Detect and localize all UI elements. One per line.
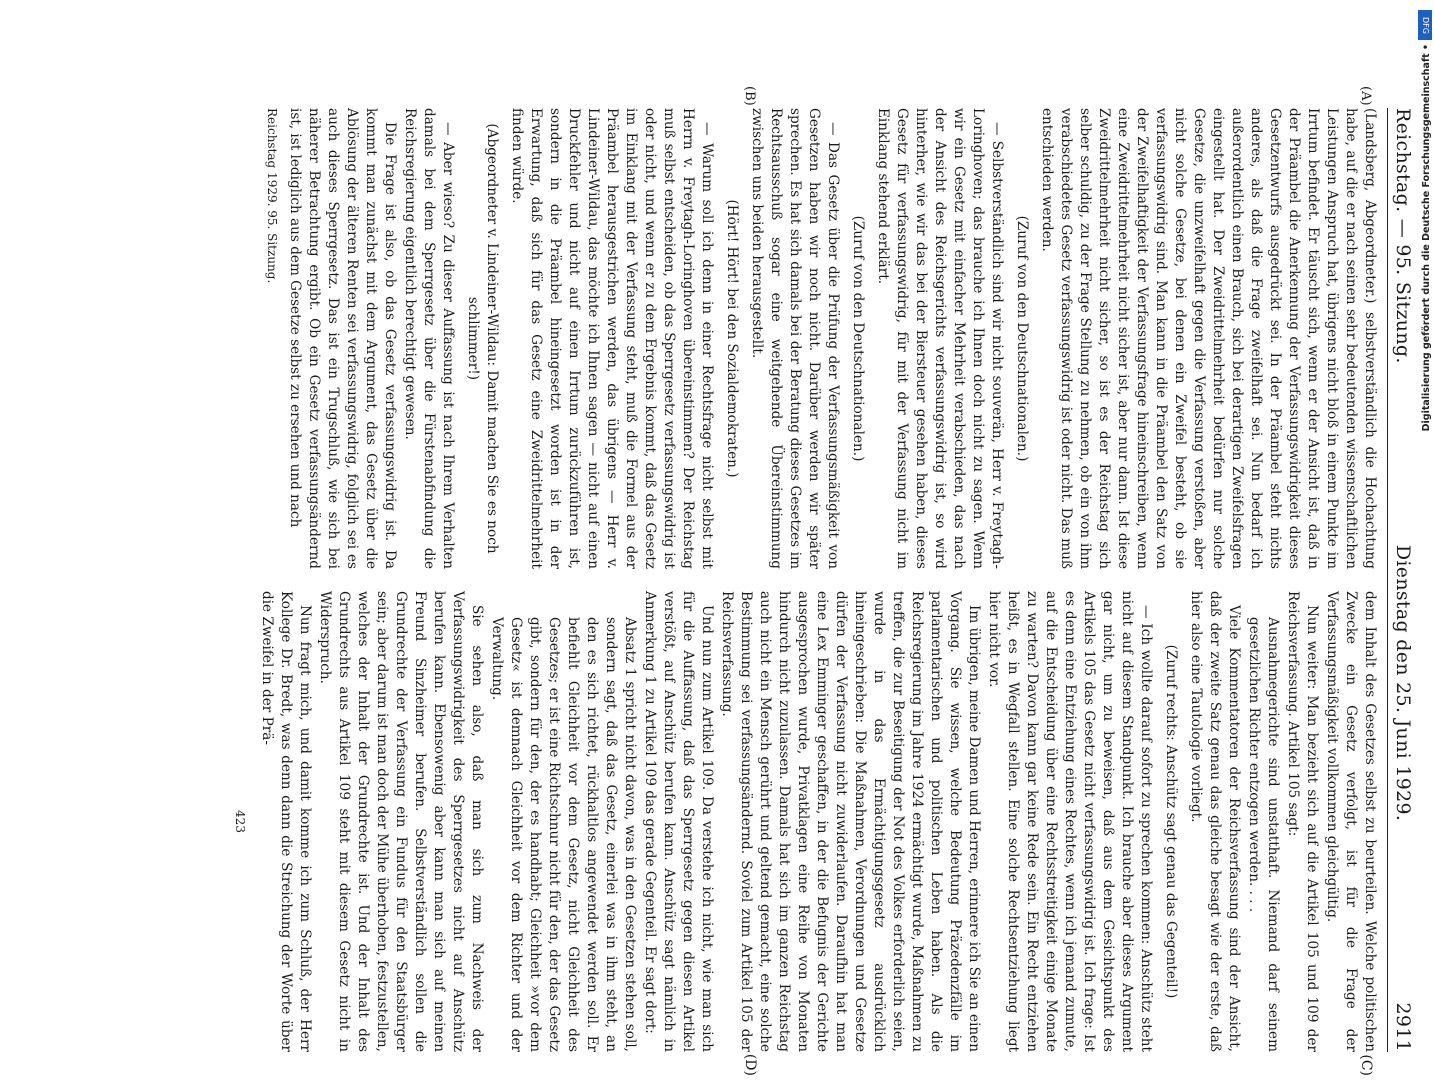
scanned-page — [100, 80, 1430, 1080]
interjection: (Zuruf von den Deutschnationalen.) — [1014, 215, 1030, 462]
interjection: (Abgeordneter v. Lindeiner-Wildau: Damit machen Sie es noch schlimmer!) — [465, 123, 500, 554]
footer-note: Reichstag 1929. 95. Sitzung. — [265, 108, 279, 284]
left-column — [179, 86, 1379, 569]
paragraph: Viele Kommentatoren der Reichsverfassung sind der Ansicht, daß der zweite Satz genau das gleiche besagt wie der erste, daß hier also eine Tautologie vorliegt. — [1188, 591, 1242, 1052]
paragraph: Im übrigen, meine Damen und Herren, erinnere ich Sie an einen Vorgang. Sie wissen, welche Bedeutung Präzedenzfälle im parlamentarischen und politischen Leben haben. Als die Reichsregierung im Jahre 1924 ermächtigt wurde, Maßnahmen zu treffen, die zur Beseitigung der Not des Volkes erforderlich seien, wurde in das Ermächtigungsgesetz ausdrücklich hineingeschrieben: Die Maßnahmen, Verordnungen und Gesetze dürfen der Verfassung nicht zuwiderlaufen. Daraufhin hat man eine Lex Emminger geschaffen, in der die Befugnis der Gerichte ausgesprochen wurde, Privatklagen eine Reihe von Monaten hindurch nicht zuzulassen. Damals hat sich im ganzen Reichstag auch nicht ein Mensch gerührt und geltend gemacht, eine solche Bestimmung sei verfassungsändernd. Soviel zum Artikel 105 der Reichsverfassung. — [719, 591, 982, 1052]
interjection: (Hört! Hört! bei den Sozialdemokraten.) — [724, 199, 740, 478]
margin-marker-d: (D) — [742, 1053, 758, 1076]
quotation: Ausnahmegerichte sind unstatthaft. Niemand darf seinem gesetzlichen Richter entzogen werden. . . . — [1246, 617, 1281, 1052]
paragraph: — Warum soll ich denn in einer Rechtsfrage nicht selbst mit Herrn v. Freytagh-Loringhoven übereinstimmen? Der Reichstag muß selbst entscheiden, ob das Sperrgesetz verfassungswidrig ist oder nicht, und wenn er zu dem Ergebnis kommt, daß das Gesetz im Einklang mit der Verfassung steht, muß die Formel aus der Präambel herausgestrichen werden, das übrigens — Herr v. Lindeiner-Wildau, das möchte ich Ihnen sagen — nicht auf einen Druckfehler und nicht auf einen Irrtum zurückzuführen ist, sondern in die Präambel hineingesetzt worden ist in der Erwartung, daß sich für das Gesetz eine Zweidrittelmehrheit finden würde. — [509, 108, 715, 569]
margin-marker-b: (B) — [742, 86, 757, 106]
interjection: (Zuruf rechts: Anschütz sagt genau das Gegenteil!) — [1163, 644, 1179, 999]
paragraph: Sie sehen also, daß man sich zum Nachweis der Verfassungswidrigkeit des Sperrgesetzes nicht auf Anschütz berufen kann. Ebensowenig aber kann man sich auf meinen Freund Sinzheimer berufen. Selbstverständlich sollen die Grundrechte der Verfassung ein Fundus für den Staatsbürger sein; aber darum ist man doch der Mühe überhoben, festzustellen, welches der Inhalt der Grundrechte ist. Und der Inhalt des Grundrechts aus Artikel 109 steht mit diesem Gesetz nicht in Widerspruch. — [317, 591, 485, 1052]
paragraph: Nun fragt mich, und damit komme ich zum Schluß, der Herr Kollege Dr. Bredt, was denn dann die Streichung der Worte über die Zweifel in der Prä- — [259, 591, 313, 1052]
margin-marker-c: (C) — [1358, 1054, 1374, 1076]
header-center: Dienstag den 25. Juni 1929. — [1392, 544, 1414, 822]
page-number: 423 — [233, 810, 247, 833]
interjection: (Zuruf von den Deutschnationalen.) — [850, 215, 866, 462]
header-page-number: 2911 — [1392, 1002, 1414, 1052]
paragraph: Nun weiter: Man bezieht sich auf die Artikel 105 und 109 der Reichsverfassung. Artikel 105 sagt: — [1285, 591, 1320, 1052]
funding-notice: Digitalisierung gefördert durch die Deutsche Forschungsgemeinschaft • — [1421, 44, 1432, 432]
funding-sidebar — [1416, 0, 1434, 1000]
paragraph: (Landsberg, Abgeordneter.) selbstverständlich die Hochachtung habe, auf die er nach seinen sehr bedeutenden wissenschaftlichen Leistungen Anspruch hat, übrigens nicht bloß in einem Punkte im Irrtum befindet. Er täuscht sich, wenn er der Ansicht ist, daß in der Präambel die Anerkennung der Verfassungswidrigkeit dieses Gesetzentwurfs ausgedrückt sei. In der Präambel steht nichts anderes, als daß die Frage zweifelhaft sei. Nun bedarf ich außerordentlich einen Brauch, sich bei derartigen Zweifelsfragen eingestellt hat. Der Zweidrittelmehrheit bedürfen nur solche Gesetze, die unzweifelhaft gegen die Verfassung verstoßen, aber nicht solche Gesetze, bei denen ein Zweifel besteht, ob sie verfassungswidrig sind. Man kann in die Präambel den Satz von der Zweifelhaftigkeit der Verfassungsfrage hineinschreiben, wenn eine Zweidrittelmehrheit nicht sicher ist, aber nur dann. Ist diese Zweidrittelmehrheit nicht sicher, so ist es der Reichstag sich selber schuldig, zu der Frage Stellung zu nehmen, ob ein von ihm verabschiedetes Gesetz verfassungswidrig ist oder nicht. Das muß entschieden werden. — [1039, 108, 1378, 569]
header-left: Reichstag. — 95. Sitzung. — [1392, 108, 1414, 364]
dfg-logo-icon: DFG — [1418, 10, 1432, 40]
paragraph: — Das Gesetz über die Prüfung der Verfassungsmäßigkeit von Gesetzen haben wir noch nicht. Darüber werden wir später sprechen. Es hat sich damals bei der Beratung dieses Gesetzes im Rechtsausschuß sogar eine weitgehende Übereinstimmung zwischen uns beiden herausgestellt. — [749, 108, 841, 569]
paragraph: — Selbstverständlich sind wir nicht souverän, Herr v. Freytagh-Loringhoven; das brauche ich Ihnen doch nicht zu sagen. Wenn wir ein Gesetz mit einfacher Mehrheit verabschieden, das nach der Ansicht des Reichsgerichts verfassungswidrig ist, so wird hinterher, wie wir das bei der Biersteuer gesehen haben, dieses Gesetz für verfassungswidrig, für mit der Verfassung nicht im Einklang stehend erklärt. — [875, 108, 1005, 569]
paragraph: — Ich wollte darauf sofort zu sprechen kommen: Anschütz steht nicht auf diesem Standpunkt. Ich brauche aber dieses Argument gar nicht, um zu beweisen, daß aus dem Gesichtspunkt des Artikels 105 das Gesetz nicht verfassungswidrig ist. Ich frage: Ist es denn eine Entziehung eines Rechtes, wenn ich jemand zumute, auf die Entscheidung über eine Rechtsstreitigkeit einige Monate zu warten? Davon kann gar keine Rede sein. Ein Recht entziehen heißt, es in Wegfall stellen. Eine solche Rechtsentziehung liegt hier nicht vor. — [986, 591, 1154, 1052]
right-column — [179, 591, 1379, 1076]
margin-marker-a: (A) — [1358, 86, 1373, 106]
paragraph: — Aber wieso? Zu dieser Auffassung ist nach Ihrem Verhalten damals bei dem Sperrgesetz über die Fürstenabfindung die Reichsregierung eigentlich berechtigt gewesen. — [402, 108, 456, 569]
page-header — [1387, 108, 1414, 1052]
paragraph: Und nun zum Artikel 109. Da verstehe ich nicht, wie man sich für die Auffassung, daß das Sperrgesetz gegen diesen Artikel verstößt, auf Anschütz berufen kann. Anschütz sagt nämlich in Anmerkung 1 zu Artikel 109 das gerade Gegenteil. Er sagt dort: — [642, 591, 715, 1052]
quotation: Absatz 1 spricht nicht davon, was in den Gesetzen stehen soll, sondern sagt, daß das Gesetz, einerlei was in ihm steht, an den es sich richtet, rückhaltlos angewendet werden soll. Er befiehlt Gleichheit vor dem Gesetz, nicht Gleichheit des Gesetzes; er ist eine Richtschnur nicht für den, der das Gesetz gibt, sondern für den, der es handhabt; Gleichheit »vor dem Gesetz« ist demnach Gleichheit vor dem Richter und der Verwaltung. — [489, 617, 638, 1052]
paragraph: dem Inhalt des Gesetzes selbst zu beurteilen. Welche politischen Zwecke ein Gesetz verfolgt, ist für die Frage der Verfassungsmäßigkeit vollkommen gleichgültig. — [1324, 591, 1378, 1052]
paragraph: Die Frage ist also, ob das Gesetz verfassungswidrig ist. Da kommt man zunächst mit dem Argument, das Gesetz über die Ablösung der älteren Renten sei verfassungswidrig, folglich sei es auch dieses Sperrgesetz. Das ist ein Trugschluß, wie sich bei näherer Betrachtung ergibt. Ob ein Gesetz verfassungsändernd ist, ist lediglich aus dem Gesetze selbst zu ersehen und nach — [287, 108, 398, 569]
